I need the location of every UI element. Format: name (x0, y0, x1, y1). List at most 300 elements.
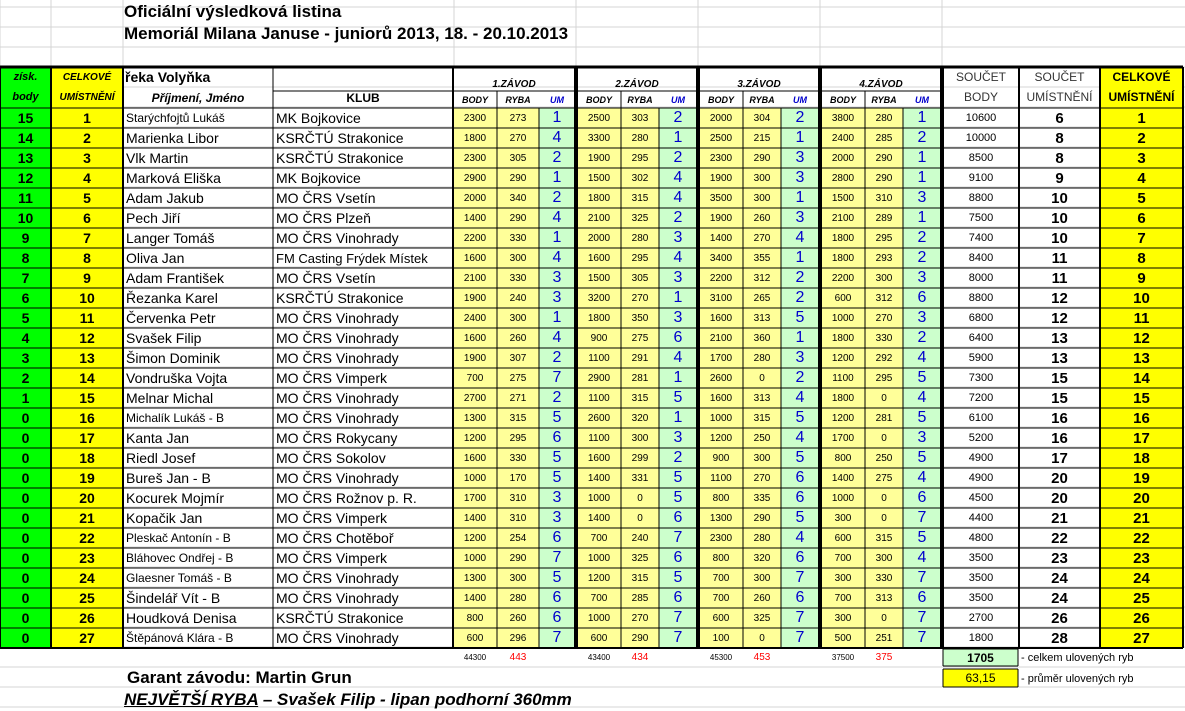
race-um-cell: 7 (795, 629, 805, 646)
race-um-cell: 5 (917, 369, 927, 386)
zisk-body-cell: 1 (21, 390, 30, 406)
page-title: Oficiální výsledková listina (124, 2, 342, 21)
soucet-um-cell: 13 (1051, 329, 1068, 347)
celkove-umisteni-cell: 26 (79, 610, 95, 626)
race-ryba-cell: 270 (631, 612, 649, 624)
header-river: řeka Volyňka (125, 69, 211, 85)
race-body-cell: 1600 (587, 452, 611, 464)
race-um-cell: 5 (795, 509, 805, 526)
competitor-name: Pleskač Antonín - B (126, 531, 231, 545)
total-fish-label: - celkem ulovených ryb (1021, 651, 1134, 664)
race-ryba-cell: 300 (753, 172, 771, 184)
zisk-body-cell: 0 (21, 430, 30, 446)
race-ryba-cell: 300 (753, 452, 771, 464)
race-body-cell: 1000 (587, 612, 611, 624)
race-ryba-cell: 260 (753, 212, 771, 224)
race-um-cell: 4 (795, 229, 805, 246)
race-um-cell: 4 (673, 249, 683, 266)
race-ryba-cell: 0 (881, 392, 887, 404)
total-body: 37500 (831, 652, 855, 662)
race-um-cell: 4 (917, 469, 927, 486)
race-um-cell: 5 (917, 529, 927, 546)
garant-label: Garant závodu: Martin Grun (127, 668, 352, 687)
celkove-um-final-cell: 12 (1133, 329, 1150, 347)
zisk-body-cell: 0 (21, 510, 30, 526)
race-ryba-cell: 303 (631, 112, 649, 124)
header-um-2: UM (671, 95, 685, 105)
race-ryba-cell: 290 (509, 212, 527, 224)
race-um-cell: 3 (552, 289, 562, 306)
race-um-cell: 7 (552, 549, 562, 566)
race-body-cell: 2100 (587, 212, 611, 224)
race-um-cell: 6 (795, 549, 805, 566)
competitor-name: Marková Eliška (126, 170, 221, 186)
race-body-cell: 1000 (831, 312, 855, 324)
race-um-cell: 2 (673, 109, 683, 126)
race-um-cell: 7 (795, 609, 805, 626)
race-um-cell: 6 (673, 549, 683, 566)
race-ryba-cell: 315 (631, 572, 649, 584)
celkove-umisteni-cell: 2 (83, 130, 91, 146)
race-body-cell: 900 (712, 452, 730, 464)
race-ryba-cell: 300 (509, 252, 527, 264)
competitor-name: Štěpánová Klára - B (126, 631, 234, 645)
race-ryba-cell: 0 (881, 432, 887, 444)
race-body-cell: 800 (466, 612, 484, 624)
race-ryba-cell: 240 (509, 292, 527, 304)
soucet-body-cell: 6400 (968, 332, 994, 344)
soucet-um-cell: 20 (1051, 489, 1068, 507)
race-body-cell: 1900 (587, 152, 611, 164)
race-um-cell: 4 (795, 529, 805, 546)
club-name: MO ČRS Rožnov p. R. (276, 490, 417, 506)
race-body-cell: 2600 (587, 412, 611, 424)
race-ryba-cell: 280 (631, 132, 649, 144)
competitor-name: Bláhovec Ondřej - B (126, 551, 234, 565)
total-ryba: 434 (631, 651, 649, 663)
race-ryba-cell: 275 (631, 332, 649, 344)
header-club: KLUB (346, 91, 380, 105)
celkove-umisteni-cell: 7 (83, 230, 91, 246)
soucet-body-cell: 6800 (968, 312, 994, 324)
race-body-cell: 600 (590, 632, 608, 644)
race-ryba-cell: 280 (753, 532, 771, 544)
total-ryba: 453 (753, 651, 771, 663)
race-um-cell: 7 (795, 569, 805, 586)
zisk-body-cell: 0 (21, 490, 30, 506)
race-body-cell: 1000 (587, 552, 611, 564)
race-um-cell: 2 (795, 109, 805, 126)
race-um-cell: 4 (552, 129, 562, 146)
race-ryba-cell: 280 (875, 112, 893, 124)
race-um-cell: 6 (795, 589, 805, 606)
race-ryba-cell: 273 (509, 112, 527, 124)
race-um-cell: 2 (552, 189, 562, 206)
celkove-umisteni-cell: 8 (83, 250, 91, 266)
race-ryba-cell: 360 (753, 332, 771, 344)
race-ryba-cell: 290 (509, 172, 527, 184)
soucet-body-cell: 7400 (968, 232, 994, 244)
soucet-body-cell: 3500 (968, 592, 994, 604)
race-ryba-cell: 315 (753, 412, 771, 424)
club-name: MO ČRS Vinohrady (276, 390, 399, 406)
race-body-cell: 600 (712, 612, 730, 624)
zisk-body-cell: 7 (21, 270, 30, 286)
race-ryba-cell: 300 (631, 432, 649, 444)
race-ryba-cell: 270 (631, 292, 649, 304)
race-ryba-cell: 0 (637, 512, 643, 524)
race-ryba-cell: 310 (509, 512, 527, 524)
celkove-umisteni-cell: 1 (83, 110, 91, 126)
competitor-name: Adam František (126, 270, 225, 286)
race-um-cell: 5 (673, 569, 683, 586)
race-body-cell: 1200 (587, 572, 611, 584)
race-ryba-cell: 260 (753, 592, 771, 604)
soucet-um-cell: 13 (1051, 349, 1068, 367)
club-name: MO ČRS Sokolov (276, 450, 386, 466)
soucet-body-cell: 3500 (968, 572, 994, 584)
header-body-4: BODY (829, 95, 856, 105)
race-um-cell: 3 (795, 349, 805, 366)
race-body-cell: 1700 (709, 352, 733, 364)
race-ryba-cell: 350 (631, 312, 649, 324)
soucet-um-cell: 15 (1051, 369, 1068, 387)
race-body-cell: 2800 (831, 172, 855, 184)
race-body-cell: 700 (712, 572, 730, 584)
zisk-body-cell: 0 (21, 590, 30, 606)
race-um-cell: 3 (917, 309, 927, 326)
race-body-cell: 1400 (587, 472, 611, 484)
race-ryba-cell: 310 (509, 492, 527, 504)
soucet-body-cell: 8800 (968, 292, 994, 304)
club-name: FM Casting Frýdek Místek (276, 250, 428, 266)
header-body-1: BODY (461, 95, 488, 105)
soucet-body-cell: 8500 (968, 152, 994, 164)
race-um-cell: 6 (917, 489, 927, 506)
race-ryba-cell: 295 (631, 252, 649, 264)
race-body-cell: 2200 (463, 232, 487, 244)
race-ryba-cell: 293 (875, 252, 893, 264)
race-body-cell: 800 (834, 452, 852, 464)
race-um-cell: 6 (673, 329, 683, 346)
race-body-cell: 1600 (463, 452, 487, 464)
celkove-um-final-cell: 3 (1137, 149, 1146, 167)
race-ryba-cell: 250 (875, 452, 893, 464)
race-ryba-cell: 285 (631, 592, 649, 604)
zisk-body-cell: 8 (21, 250, 30, 266)
race-body-cell: 3800 (831, 112, 855, 124)
race-ryba-cell: 280 (631, 232, 649, 244)
race-body-cell: 1400 (463, 212, 487, 224)
soucet-um-cell: 8 (1055, 129, 1064, 147)
race-ryba-cell: 270 (753, 232, 771, 244)
header-celkove2: CELKOVÉ (1112, 70, 1171, 84)
race-ryba-cell: 330 (875, 572, 893, 584)
soucet-um-cell: 10 (1051, 189, 1068, 207)
zisk-body-cell: 0 (21, 550, 30, 566)
race-body-cell: 1200 (831, 352, 855, 364)
race-ryba-cell: 330 (875, 332, 893, 344)
race-body-cell: 1400 (587, 512, 611, 524)
race-body-cell: 2400 (831, 132, 855, 144)
race-um-cell: 3 (552, 489, 562, 506)
race-body-cell: 2100 (831, 212, 855, 224)
race-body-cell: 1700 (831, 432, 855, 444)
race-ryba-cell: 0 (759, 632, 765, 644)
race-body-cell: 1900 (709, 172, 733, 184)
competitor-name: Oliva Jan (126, 250, 185, 266)
race-um-cell: 5 (917, 409, 927, 426)
race-ryba-cell: 260 (509, 332, 527, 344)
competitor-name: Kanta Jan (126, 430, 190, 446)
race-ryba-cell: 307 (509, 352, 527, 364)
race-ryba-cell: 330 (509, 272, 527, 284)
race-body-cell: 1600 (463, 332, 487, 344)
race-body-cell: 1800 (831, 232, 855, 244)
club-name: MO ČRS Vimperk (276, 550, 387, 566)
header-um-4: UM (915, 95, 929, 105)
race-um-cell: 1 (795, 129, 805, 146)
race-ryba-cell: 305 (509, 152, 527, 164)
race-body-cell: 2400 (463, 312, 487, 324)
soucet-body-cell: 7300 (968, 372, 994, 384)
header-race-2: 2.ZÁVOD (615, 78, 659, 90)
race-body-cell: 2900 (463, 172, 487, 184)
race-um-cell: 5 (673, 489, 683, 506)
celkove-umisteni-cell: 20 (79, 490, 95, 506)
competitor-name: Starýchfojtů Lukáš (126, 111, 225, 125)
soucet-um-cell: 15 (1051, 389, 1068, 407)
race-ryba-cell: 290 (753, 512, 771, 524)
race-ryba-cell: 281 (631, 372, 649, 384)
club-name: KSRČTÚ Strakonice (276, 610, 404, 626)
club-name: MO ČRS Vinohrady (276, 310, 399, 326)
header-celkove: CELKOVÉ (62, 71, 112, 83)
avg-fish-label: - průměr ulovených ryb (1021, 672, 1134, 685)
race-body-cell: 2100 (709, 332, 733, 344)
page-subtitle: Memoriál Milana Januse - juniorů 2013, 18. - 20.10.2013 (124, 24, 569, 43)
celkove-um-final-cell: 26 (1133, 609, 1150, 627)
race-um-cell: 1 (673, 409, 683, 426)
celkove-umisteni-cell: 16 (79, 410, 95, 426)
soucet-body-cell: 4800 (968, 532, 994, 544)
race-ryba-cell: 325 (631, 552, 649, 564)
race-ryba-cell: 270 (509, 132, 527, 144)
race-um-cell: 1 (552, 229, 562, 246)
race-um-cell: 4 (795, 429, 805, 446)
race-um-cell: 4 (917, 549, 927, 566)
soucet-um-cell: 11 (1051, 269, 1068, 287)
race-ryba-cell: 271 (509, 392, 527, 404)
zisk-body-cell: 5 (21, 310, 30, 326)
header-body: body (12, 91, 39, 103)
race-body-cell: 600 (834, 292, 852, 304)
race-ryba-cell: 304 (753, 112, 771, 124)
competitor-name: Michalík Lukáš - B (126, 411, 225, 425)
competitor-name: Svašek Filip (126, 330, 202, 346)
zisk-body-cell: 0 (21, 630, 30, 646)
club-name: MO ČRS Vsetín (276, 190, 376, 206)
race-um-cell: 5 (795, 309, 805, 326)
zisk-body-cell: 0 (21, 570, 30, 586)
race-body-cell: 2100 (463, 272, 487, 284)
race-um-cell: 6 (552, 609, 562, 626)
race-body-cell: 1800 (463, 132, 487, 144)
soucet-um-cell: 20 (1051, 469, 1068, 487)
race-ryba-cell: 320 (631, 412, 649, 424)
race-um-cell: 4 (917, 349, 927, 366)
zisk-body-cell: 0 (21, 610, 30, 626)
total-body: 44300 (463, 652, 487, 662)
celkove-umisteni-cell: 10 (79, 290, 95, 306)
race-um-cell: 7 (917, 569, 927, 586)
race-um-cell: 4 (673, 349, 683, 366)
club-name: MO ČRS Vimperk (276, 370, 387, 386)
race-body-cell: 1600 (709, 312, 733, 324)
soucet-body-cell: 2700 (968, 612, 994, 624)
soucet-um-cell: 16 (1051, 409, 1068, 427)
race-body-cell: 2200 (709, 272, 733, 284)
soucet-um-cell: 9 (1055, 169, 1064, 187)
header-soucet-body: BODY (963, 90, 998, 104)
race-um-cell: 7 (673, 629, 683, 646)
celkove-um-final-cell: 15 (1133, 389, 1150, 407)
club-name: KSRČTÚ Strakonice (276, 130, 404, 146)
race-ryba-cell: 312 (753, 272, 771, 284)
celkove-um-final-cell: 17 (1133, 429, 1150, 447)
race-ryba-cell: 270 (875, 312, 893, 324)
race-body-cell: 1000 (463, 472, 487, 484)
header-body-2: BODY (585, 95, 612, 105)
race-body-cell: 1100 (588, 352, 610, 364)
celkove-umisteni-cell: 24 (79, 570, 95, 586)
race-um-cell: 1 (917, 109, 927, 126)
celkove-um-final-cell: 22 (1133, 529, 1150, 547)
soucet-um-cell: 16 (1051, 429, 1068, 447)
competitor-name: Vlk Martin (126, 150, 189, 166)
zisk-body-cell: 0 (21, 450, 30, 466)
race-ryba-cell: 315 (509, 412, 527, 424)
race-um-cell: 1 (552, 109, 562, 126)
race-ryba-cell: 295 (875, 372, 893, 384)
club-name: MO ČRS Vinohrady (276, 330, 399, 346)
club-name: MO ČRS Vsetín (276, 270, 376, 286)
race-um-cell: 3 (552, 269, 562, 286)
celkove-umisteni-cell: 25 (79, 590, 95, 606)
race-body-cell: 1200 (709, 432, 733, 444)
race-um-cell: 5 (673, 389, 683, 406)
club-name: MO ČRS Vinohrady (276, 410, 399, 426)
race-body-cell: 700 (834, 592, 852, 604)
race-body-cell: 3500 (709, 192, 733, 204)
race-ryba-cell: 340 (509, 192, 527, 204)
race-ryba-cell: 290 (875, 172, 893, 184)
race-ryba-cell: 296 (509, 632, 527, 644)
race-ryba-cell: 300 (509, 572, 527, 584)
race-ryba-cell: 300 (753, 192, 771, 204)
race-ryba-cell: 289 (875, 212, 893, 224)
zisk-body-cell: 9 (21, 230, 30, 246)
header-name: Příjmení, Jméno (151, 91, 245, 105)
soucet-body-cell: 10000 (965, 132, 997, 144)
competitor-name: Marienka Libor (126, 130, 219, 146)
race-body-cell: 3400 (709, 252, 733, 264)
race-body-cell: 1800 (831, 332, 855, 344)
zisk-body-cell: 2 (21, 370, 30, 386)
club-name: MO ČRS Rokycany (276, 430, 398, 446)
race-body-cell: 100 (712, 632, 730, 644)
race-um-cell: 3 (795, 169, 805, 186)
celkove-um-final-cell: 4 (1137, 169, 1146, 187)
race-body-cell: 1200 (463, 532, 487, 544)
celkove-um-final-cell: 9 (1137, 269, 1146, 287)
race-um-cell: 4 (673, 169, 683, 186)
race-body-cell: 300 (834, 572, 852, 584)
race-body-cell: 1100 (710, 472, 732, 484)
race-ryba-cell: 270 (753, 472, 771, 484)
race-um-cell: 5 (552, 409, 562, 426)
race-ryba-cell: 295 (631, 152, 649, 164)
race-body-cell: 2200 (831, 272, 855, 284)
race-body-cell: 1000 (709, 412, 733, 424)
race-body-cell: 2300 (463, 112, 487, 124)
race-ryba-cell: 310 (875, 192, 893, 204)
celkove-umisteni-cell: 4 (83, 170, 91, 186)
race-um-cell: 3 (552, 509, 562, 526)
race-um-cell: 6 (917, 589, 927, 606)
race-ryba-cell: 330 (509, 232, 527, 244)
header-race-3: 3.ZÁVOD (737, 78, 781, 90)
race-um-cell: 1 (917, 169, 927, 186)
soucet-body-cell: 5200 (968, 432, 994, 444)
race-ryba-cell: 0 (881, 492, 887, 504)
club-name: MO ČRS Plzeň (276, 210, 371, 226)
header-ryba-4: RYBA (871, 95, 897, 105)
celkove-umisteni-cell: 18 (79, 450, 95, 466)
celkove-um-final-cell: 5 (1137, 189, 1146, 207)
race-body-cell: 1000 (463, 552, 487, 564)
zisk-body-cell: 10 (17, 210, 34, 226)
celkove-um-final-cell: 14 (1133, 369, 1150, 387)
race-body-cell: 1800 (587, 312, 611, 324)
race-body-cell: 2500 (709, 132, 733, 144)
total-body: 45300 (709, 652, 733, 662)
competitor-name: Kopačik Jan (126, 510, 203, 526)
race-ryba-cell: 300 (753, 572, 771, 584)
zisk-body-cell: 15 (17, 110, 34, 126)
race-body-cell: 500 (834, 632, 852, 644)
celkove-umisteni-cell: 19 (79, 470, 95, 486)
header-umistneni: UMÍSTNĚNÍ (59, 91, 115, 103)
race-ryba-cell: 0 (759, 372, 765, 384)
race-body-cell: 2500 (587, 112, 611, 124)
race-um-cell: 1 (795, 249, 805, 266)
celkove-um-final-cell: 2 (1137, 129, 1146, 147)
race-body-cell: 1000 (587, 492, 611, 504)
celkove-umisteni-cell: 27 (79, 630, 95, 646)
race-ryba-cell: 290 (509, 552, 527, 564)
race-body-cell: 1500 (831, 192, 855, 204)
header-soucet: SOUČET (955, 70, 1006, 84)
race-body-cell: 1400 (709, 232, 733, 244)
soucet-body-cell: 9100 (968, 172, 994, 184)
race-um-cell: 1 (795, 189, 805, 206)
celkove-um-final-cell: 20 (1133, 489, 1150, 507)
race-um-cell: 7 (917, 609, 927, 626)
celkove-umisteni-cell: 11 (79, 310, 95, 326)
race-um-cell: 4 (673, 189, 683, 206)
club-name: MK Bojkovice (276, 110, 361, 126)
